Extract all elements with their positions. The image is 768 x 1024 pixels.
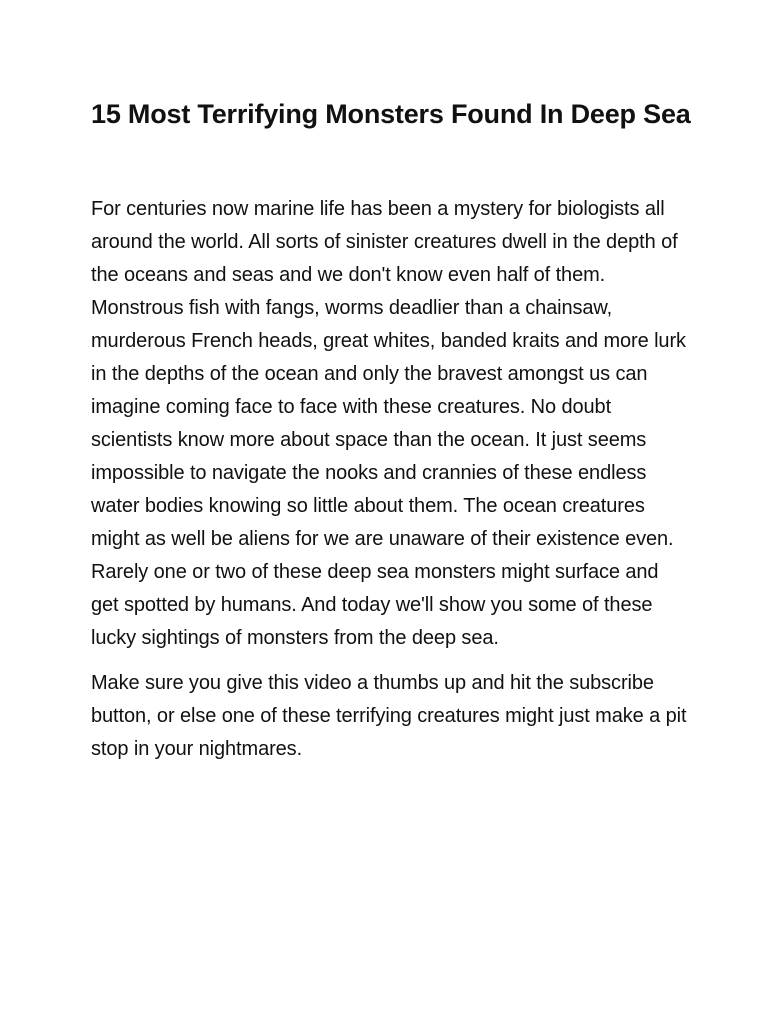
document-title: 15 Most Terrifying Monsters Found In Deep Sea — [91, 99, 691, 129]
document-page — [91, 90, 691, 778]
document-body — [91, 193, 691, 766]
intro-paragraph: For centuries now marine life has been a mystery for biologists all around the world. All sorts of sinister creatures dwell in the depth of the oceans and seas and we don't know even half of them. Monstrous fish with fangs, worms deadlier than a chainsaw, murderous French heads, great whites, banded kraits and more lurk in the depths of the ocean and only the bravest amongst us can imagine coming face to face with these creatures. No doubt scientists know more about space than the ocean. It just seems impossible to navigate the nooks and crannies of these endless water bodies knowing so little about them. The ocean creatures might as well be aliens for we are unaware of their existence even. Rarely one or two of these deep sea monsters might surface and get spotted by humans. And today we'll show you some of these lucky sightings of monsters from the deep sea. — [91, 198, 686, 649]
closing-paragraph: Make sure you give this video a thumbs up and hit the subscribe button, or else one of these terrifying creatures might just make a pit stop in your nightmares. — [91, 672, 687, 760]
